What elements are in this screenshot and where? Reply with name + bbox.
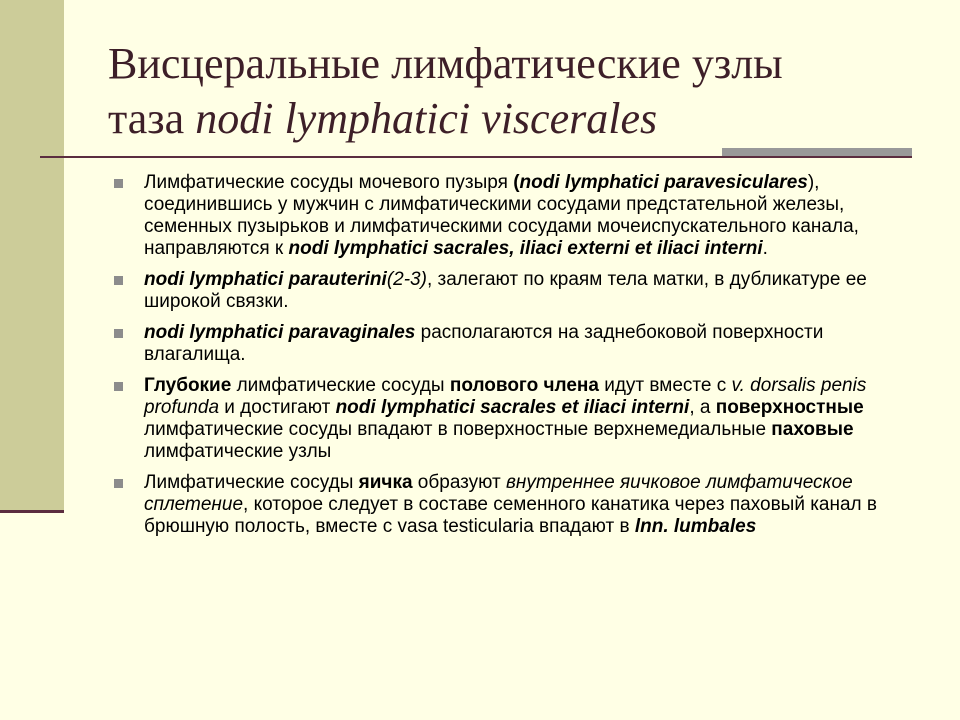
- text-segment: полового члена: [449, 375, 599, 396]
- left-accent-bar-line: [0, 510, 64, 513]
- text-segment: образуют: [412, 472, 506, 493]
- title-underline: [40, 156, 912, 158]
- square-bullet-icon: [114, 276, 123, 285]
- title-underline-accent: [722, 148, 912, 156]
- bullet-item: [114, 322, 914, 366]
- bullet-text: [144, 472, 877, 537]
- bullet-text: [144, 375, 866, 462]
- text-segment: v. dorsalis penis profunda: [144, 375, 867, 418]
- text-segment: , залегают по краям тела матки, в дубликатуре ее широкой связки.: [144, 269, 867, 312]
- square-bullet-icon: [114, 179, 123, 188]
- text-segment: nodi lymphatici sacrales, iliaci externi et iliaci interni: [288, 238, 763, 259]
- text-segment: (: [513, 172, 520, 193]
- title-line-2-italic: nodi lymphatici viscerales: [195, 94, 658, 143]
- text-segment: , а: [689, 397, 716, 418]
- bullet-item: [114, 269, 914, 313]
- text-segment: lnn. lumbales: [634, 516, 757, 537]
- text-segment: Лимфатические сосуды: [144, 472, 359, 493]
- text-segment: и достигают: [219, 397, 336, 418]
- text-segment: (2-3): [386, 269, 427, 290]
- text-segment: располагаются на заднебоковой поверхности влагалища.: [144, 322, 824, 365]
- bullet-item: [114, 172, 914, 260]
- text-segment: nodi lymphatici paravaginales: [144, 322, 416, 343]
- text-segment: nodi lymphatici sacrales et iliaci interni: [335, 397, 690, 418]
- text-segment: Глубокие: [144, 375, 232, 396]
- text-segment: поверхностные: [715, 397, 864, 418]
- text-segment: Лимфатические сосуды мочевого пузыря: [144, 172, 514, 193]
- bullet-item: [114, 472, 914, 538]
- text-segment: nodi lymphatici parauterini: [144, 269, 387, 290]
- title-line-2-plain: таза: [108, 94, 185, 143]
- text-segment: , соединившись у мужчин с лимфатическими сосудами предстательной железы, семенных пузырьков и лимфатическими сосудами мочеиспускательного канала, направляются к: [144, 172, 859, 259]
- bullet-text: [144, 322, 823, 365]
- square-bullet-icon: [114, 329, 123, 338]
- bullet-list: [114, 172, 914, 547]
- square-bullet-icon: [114, 382, 123, 391]
- bullet-item: [114, 375, 914, 463]
- text-segment: .: [762, 238, 768, 259]
- bullet-text: [144, 172, 859, 259]
- text-segment: идут вместе с: [598, 375, 732, 396]
- text-segment: ): [807, 172, 815, 193]
- text-segment: , которое следует в составе семенного канатика через паховый канал в брюшную полость, вместе с vasa testicularia впадают в: [144, 494, 878, 537]
- text-segment: яичка: [358, 472, 413, 493]
- square-bullet-icon: [114, 479, 123, 488]
- text-segment: паховые: [771, 419, 854, 440]
- slide-title: [108, 36, 928, 146]
- bullet-text: [144, 269, 867, 312]
- text-segment: лимфатические узлы: [144, 441, 332, 462]
- title-line-1: Висцеральные лимфатические узлы: [108, 39, 783, 88]
- text-segment: лимфатические сосуды: [231, 375, 450, 396]
- text-segment: nodi lymphatici paravesiculares: [519, 172, 808, 193]
- text-segment: внутреннее яичковое лимфатическое сплетение: [144, 472, 853, 515]
- text-segment: лимфатические сосуды впадают в поверхностные верхнемедиальные: [144, 419, 772, 440]
- left-accent-bar: [0, 0, 64, 512]
